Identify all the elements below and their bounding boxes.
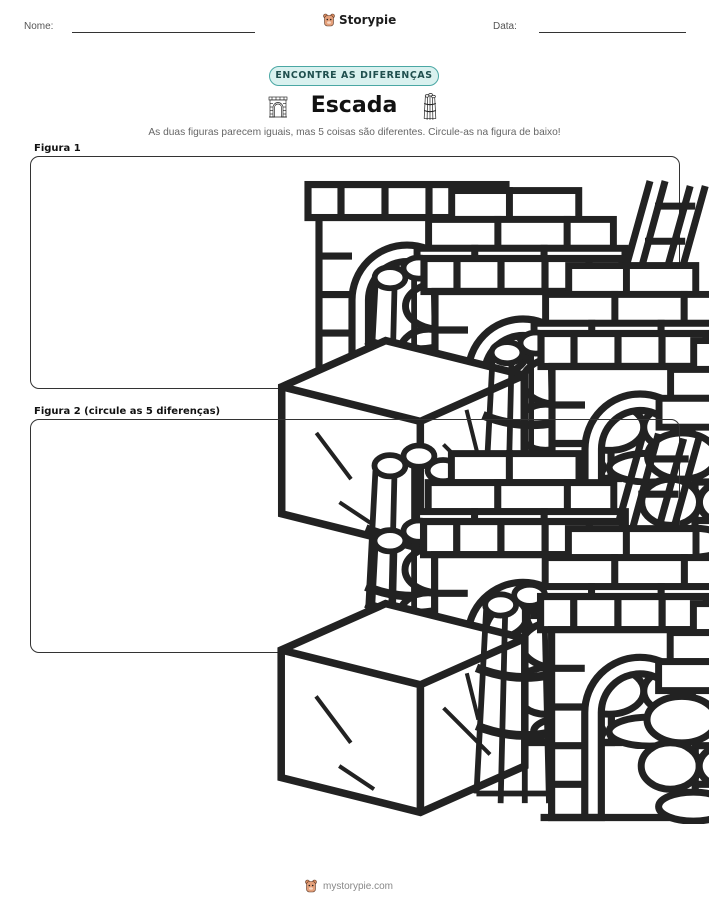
brand-logo: [323, 13, 396, 27]
stone-block-icon: [281, 604, 525, 813]
brand-name: Storypie: [339, 13, 397, 27]
date-label: Data:: [493, 21, 517, 32]
figure-2-label: Figura 2 (circule as 5 diferenças): [34, 406, 221, 417]
instructions: As duas figuras parecem iguais, mas 5 coisas são diferentes. Circule-as na figura de baixo!: [148, 127, 561, 138]
activity-badge: ENCONTRE AS DIFERENÇAS: [269, 66, 439, 86]
figure-1-canvas: [31, 157, 679, 388]
page-title: Escada: [310, 93, 398, 118]
figure-2-panel[interactable]: [30, 419, 680, 653]
figure-1-label: Figura 1: [34, 143, 81, 154]
footer-url: mystorypie.com: [323, 880, 394, 892]
arch-icon: [268, 93, 288, 121]
name-label: Nome:: [24, 21, 54, 32]
footer: [305, 879, 393, 893]
date-line: [539, 32, 686, 33]
figure-2-canvas: [31, 420, 679, 652]
log-bundle-icon: [420, 93, 440, 121]
name-line: [72, 32, 255, 33]
bear-icon: [305, 879, 317, 893]
figure-1-panel: [30, 156, 680, 389]
bear-icon: [323, 13, 335, 27]
